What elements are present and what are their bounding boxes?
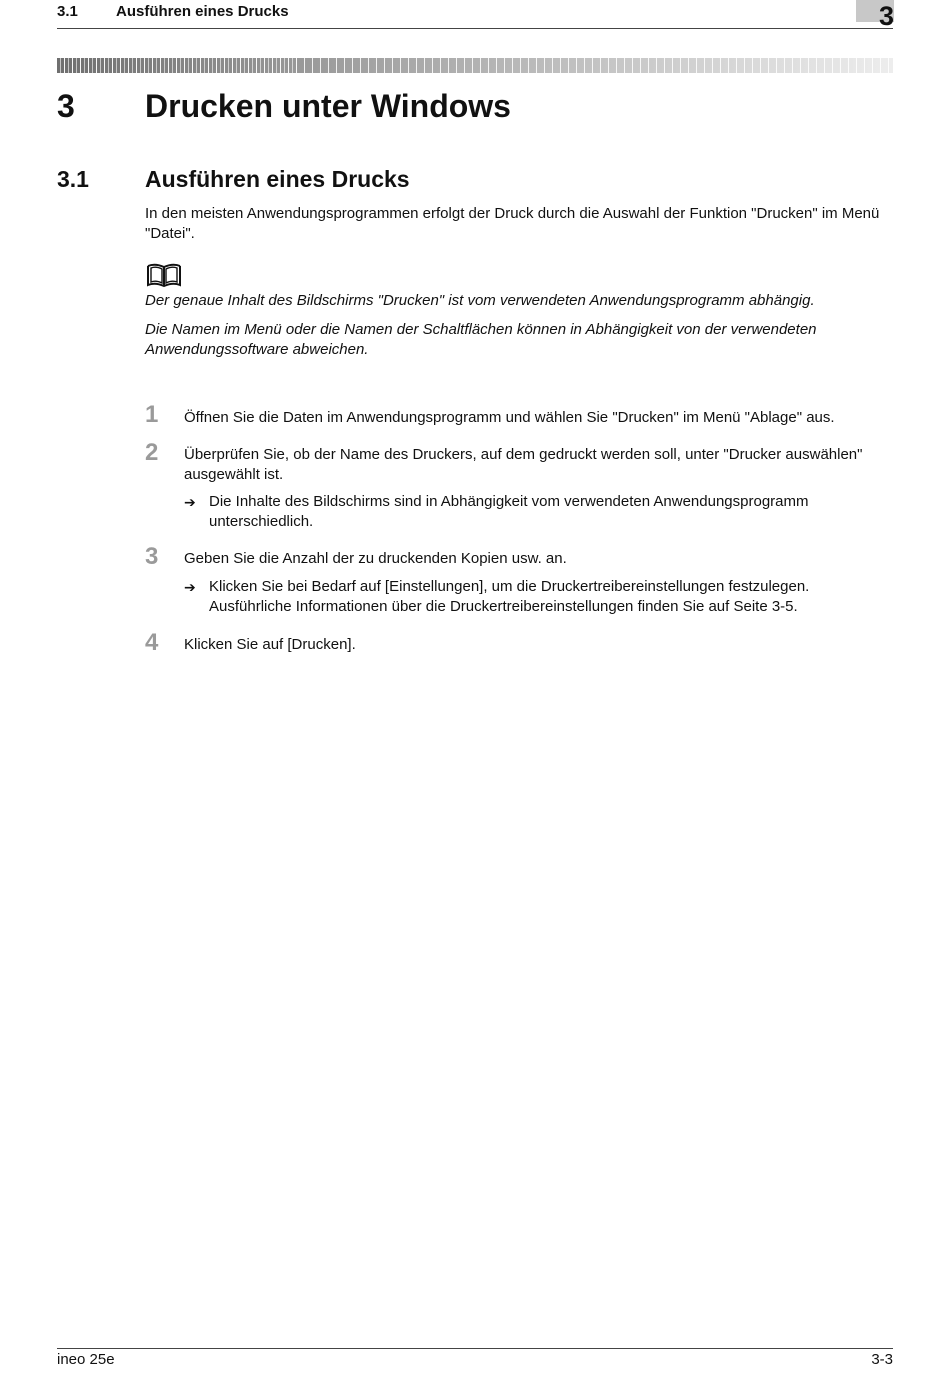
arrow-icon: ➔ <box>184 494 196 510</box>
step-text: Klicken Sie auf [Drucken]. <box>184 636 356 653</box>
step-text: Geben Sie die Anzahl der zu druckenden Kopien usw. an. <box>184 550 567 567</box>
step-text: Öffnen Sie die Daten im Anwendungsprogramm und wählen Sie "Drucken" im Menü "Ablage" aus. <box>184 409 835 426</box>
section-title: Ausführen eines Drucks <box>145 166 410 192</box>
step-number: 3 <box>145 543 159 570</box>
decorative-stripe-fine-ticks <box>57 58 297 73</box>
step-subtext: Die Inhalte des Bildschirms sind in Abhängigkeit vom verwendeten Anwendungsprogramm unterschiedlich. <box>209 493 809 530</box>
step-text: Überprüfen Sie, ob der Name des Druckers, auf dem gedruckt werden soll, unter "Drucker auswählen" ausgewählt ist. <box>184 446 863 483</box>
book-icon <box>145 263 183 290</box>
step-subtext: Klicken Sie bei Bedarf auf [Einstellungen], um die Druckertreibereinstellungen festzulegen. Ausführliche Informationen über die Druckertreibereinstellungen finden Sie auf Seite 3-5. <box>209 578 810 615</box>
step-number: 1 <box>145 401 159 428</box>
header-rule <box>57 28 893 29</box>
step-number: 4 <box>145 629 159 656</box>
footer-page-number: 3-3 <box>871 1351 893 1368</box>
header-section-title: Ausführen eines Drucks <box>116 3 289 20</box>
section-number: 3.1 <box>57 166 89 192</box>
chapter-title: Drucken unter Windows <box>145 88 511 124</box>
step-number: 2 <box>145 439 159 466</box>
note-line-1: Der genaue Inhalt des Bildschirms "Drucken" ist vom verwendeten Anwendungsprogramm abhängig. <box>145 292 815 309</box>
footer-rule <box>57 1348 893 1349</box>
chapter-number: 3 <box>57 88 75 124</box>
arrow-icon: ➔ <box>184 579 196 595</box>
section-intro: In den meisten Anwendungsprogrammen erfolgt der Druck durch die Auswahl der Funktion "Drucken" im Menü "Datei". <box>145 205 880 242</box>
note-line-2: Die Namen im Menü oder die Namen der Schaltflächen können in Abhängigkeit von der verwendeten Anwendungssoftware abweichen. <box>145 321 817 358</box>
header-section-number: 3.1 <box>57 3 78 20</box>
footer-product: ineo 25e <box>57 1351 115 1368</box>
chapter-tab-number: 3 <box>878 1 894 31</box>
